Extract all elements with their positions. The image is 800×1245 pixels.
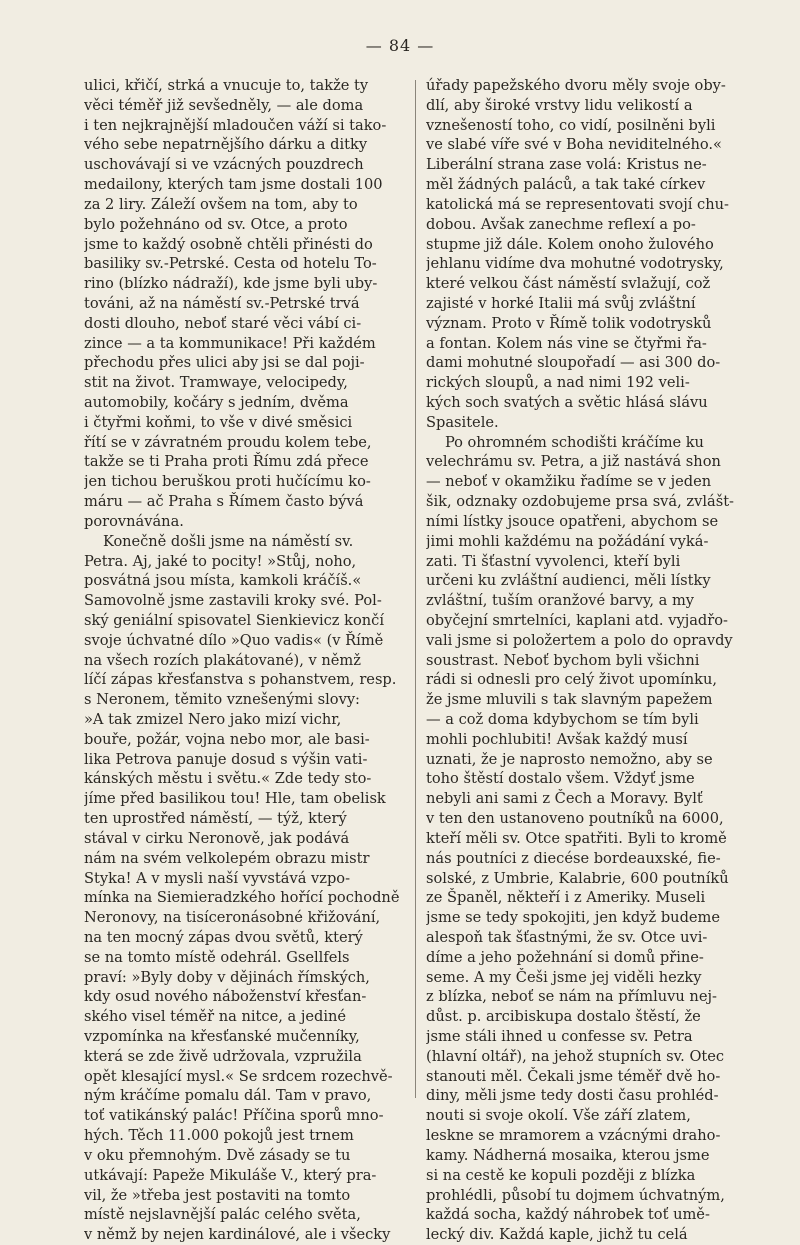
text-line: továni, až na náměstí sv.-Petrské trvá <box>84 294 360 312</box>
text-line: takže se ti Praha proti Římu zdá přece <box>84 453 369 471</box>
text-line: automobily, kočáry s jedním, dvěma <box>84 394 349 411</box>
text-line: i ten nejkrajnější mladoučen váží si tako- <box>84 116 387 134</box>
text-line: soustrast. Neboť bychom byli všichni <box>426 651 700 669</box>
text-line: rických sloupů, a nad nimi 192 veli- <box>426 374 690 392</box>
text-line: kteří měli sv. Otce spatřiti. Byli to kromě <box>426 829 727 847</box>
text-column-right <box>426 76 748 1245</box>
text-line: že jsme mluvili s tak slavným papežem <box>426 691 713 709</box>
text-line: praví: »Byly doby v dějinách římských, <box>84 968 370 986</box>
text-line: Po ohromném schodišti kráčíme ku <box>444 433 704 451</box>
text-line: »A tak zmizel Nero jako mizí vichr, <box>84 711 342 728</box>
column-divider <box>415 80 416 1098</box>
text-line: stával v cirku Neronově, jak podává <box>84 829 350 847</box>
text-line: zajisté v horké Italii má svůj zvláštní <box>426 294 696 312</box>
text-line: bylo požehnáno od sv. Otce, a proto <box>84 215 348 233</box>
text-line: Neronovy, na tisíceronásobné křižování, <box>84 909 381 927</box>
text-line: ze Španěl, někteří i z Ameriky. Museli <box>426 889 706 907</box>
text-line: líčí zápas křesťanstva s pohanstvem, resp. <box>84 671 397 689</box>
text-line: kých soch svatých a světic hlásá slávu <box>426 394 708 411</box>
text-line: leskne se mramorem a vzácnými draho- <box>426 1127 721 1145</box>
text-line: zince — a ta kommunikace! Při každém <box>84 334 376 352</box>
text-line: opět klesající mysl.« Se srdcem rozechvě- <box>84 1067 393 1085</box>
text-line: toť vatikánský palác! Příčina sporů mno- <box>84 1107 384 1125</box>
text-line: mohli pochlubiti! Avšak každý musí <box>426 730 688 748</box>
text-line: seme. A my Češi jsme jej viděli hezky <box>426 968 702 986</box>
text-line: i čtyřmi koňmi, to vše v divé směsici <box>84 413 353 431</box>
text-line: mínka na Siemieradzkého hořící pochodně <box>84 889 400 907</box>
text-line: — a což doma kdybychom se tím byli <box>426 711 699 728</box>
text-line: jimi mohli každému na požádání vyká- <box>426 532 709 550</box>
text-line: medailony, kterých tam jsme dostali 100 <box>84 176 383 194</box>
text-line: prohlédli, působí tu dojmem úchvatným, <box>426 1186 725 1204</box>
text-line: šik, odznaky ozdobujeme prsa svá, zvlášt- <box>426 493 734 511</box>
text-line: v oku přemnohým. Dvě zásady se tu <box>84 1146 351 1164</box>
text-line: se na tomto místě odehrál. Gsellfels <box>84 948 350 966</box>
text-line: a fontan. Kolem nás vine se čtyřmi řa- <box>426 334 707 352</box>
text-line: každá socha, každý náhrobek toť umě- <box>426 1206 710 1224</box>
text-line: význam. Proto v Římě tolik vodotrysků <box>426 314 712 332</box>
text-line: důst. p. arcibiskupa dostalo štěstí, že <box>426 1008 701 1026</box>
text-line: ský geniální spisovatel Sienkievicz končí <box>84 611 384 629</box>
text-line: jsme se tedy spokojiti, jen když budeme <box>426 909 721 927</box>
text-line: obyčejní smrtelníci, kaplani atd. vyjadřo- <box>426 611 728 629</box>
text-line: na všech rozích plakátované), v němž <box>84 651 361 669</box>
text-line: stit na život. Tramwaye, velocipedy, <box>84 374 348 392</box>
text-line: — neboť v okamžiku řadíme se v jeden <box>426 473 712 491</box>
text-line: utkávají: Papeže Mikuláše V., který pra- <box>84 1166 377 1184</box>
text-line: katolická má se representovati svojí chu- <box>426 195 729 213</box>
text-line: kamy. Nádherná mosaika, kterou jsme <box>426 1146 710 1164</box>
text-line: solské, z Umbrie, Kalabrie, 600 poutníků <box>426 869 729 887</box>
text-line: vali jsme si položertem a polo do opravdy <box>426 631 733 649</box>
text-line: stanouti měl. Čekali jsme téměř dvě ho- <box>426 1067 721 1085</box>
text-line: jíme před basilikou tou! Hle, tam obelisk <box>84 790 386 808</box>
text-line: za 2 liry. Záleží ovšem na tom, aby to <box>84 195 358 213</box>
text-line: dosti dlouho, neboť staré věci vábí ci- <box>84 314 362 332</box>
text-line: úřady papežského dvoru měly svoje oby- <box>426 77 726 94</box>
text-line: alespoň tak šťastnými, že sv. Otce uvi- <box>426 928 708 946</box>
text-line: kdy osud nového náboženství křesťan- <box>84 988 367 1006</box>
page-number: — 84 — <box>365 36 435 55</box>
text-line: na ten mocný zápas dvou světů, který <box>84 928 363 946</box>
text-line: která se zde živě udržovala, vzpružila <box>84 1047 362 1065</box>
text-line: Samovolně jsme zastavili kroky své. Pol- <box>84 592 382 610</box>
text-line: nebyli ani sami z Čech a Moravy. Bylť <box>426 790 703 808</box>
text-line: ními lístky jsouce opatřeni, abychom se <box>426 512 719 530</box>
text-line: vého sebe nepatrnějšího dárku a ditky <box>84 136 368 154</box>
text-line: řítí se v závratném proudu kolem tebe, <box>84 433 372 451</box>
text-line: ten uprostřed náměstí, — týž, který <box>84 810 347 828</box>
text-line: stupme již dále. Kolem onoho žulového <box>426 235 714 253</box>
text-line: ve slabé víře své v Boha neviditelného.« <box>426 136 722 154</box>
text-line: ulici, křičí, strká a vnucuje to, takže ty <box>84 77 369 94</box>
text-line: v němž by nejen kardinálové, ale i všecky <box>84 1226 391 1244</box>
text-line: (hlavní oltář), na jehož stupních sv. Otec <box>426 1047 725 1065</box>
text-line: ského visel téměř na nitce, a jediné <box>84 1008 347 1026</box>
text-line: určeni ku zvláštní audienci, měli lístky <box>426 572 711 590</box>
text-line: zvláštní, tuším oranžové barvy, a my <box>426 592 695 610</box>
text-line: lika Petrova panuje dosud s výšin vati- <box>84 750 368 768</box>
text-line: svoje úchvatné dílo »Quo vadis« (v Římě <box>84 631 384 649</box>
text-line: Spasitele. <box>426 413 499 431</box>
text-line: toho štěstí dostalo všem. Vždyť jsme <box>426 770 695 788</box>
text-line: z blízka, neboť se nám na přímluvu nej- <box>426 988 717 1006</box>
text-line: posvátná jsou místa, kamkoli kráčíš.« <box>84 572 362 590</box>
text-line: porovnávána. <box>84 512 184 530</box>
text-line: nám na svém velkolepém obrazu mistr <box>84 849 370 867</box>
text-line: velechrámu sv. Petra, a již nastává shon <box>426 453 721 471</box>
text-line: jsme to každý osobně chtěli přinésti do <box>84 235 373 253</box>
text-line: místě nejslavnější palác celého světa, <box>84 1206 361 1224</box>
text-line: bouře, požár, vojna nebo mor, ale basi- <box>84 730 370 748</box>
text-line: diny, měli jsme tedy dosti času prohléd- <box>426 1087 719 1105</box>
text-line: v ten den ustanoveno poutníků na 6000, <box>426 810 724 828</box>
text-line: jen tichou beruškou proti hučícímu ko- <box>84 473 371 491</box>
text-line: vzpomínka na křesťanské mučenníky, <box>84 1028 360 1045</box>
text-line: které velkou část náměstí svlažují, což <box>426 275 711 293</box>
text-line: dlí, aby široké vrstvy lidu velikostí a <box>426 96 693 114</box>
text-line: si na cestě ke kopuli později z blízka <box>426 1166 696 1184</box>
text-line: díme a jeho požehnání si domů přine- <box>426 948 704 966</box>
text-line: jehlanu vidíme dva mohutné vodotrysky, <box>426 255 724 273</box>
text-line: ným kráčíme pomalu dál. Tam v pravo, <box>84 1087 372 1105</box>
text-line: uznati, že je naprosto nemožno, aby se <box>426 750 713 768</box>
text-line: nás poutníci z diecése bordeauxské, fie- <box>426 849 721 867</box>
text-line: vil, že »třeba jest postaviti na tomto <box>84 1186 351 1204</box>
text-line: hých. Těch 11.000 pokojů jest trnem <box>84 1127 354 1145</box>
text-line: basiliky sv.-Petrské. Cesta od hotelu To- <box>84 255 377 273</box>
text-line: lecký div. Každá kaple, jichž tu celá <box>426 1226 688 1244</box>
text-line: jsme stáli ihned u confesse sv. Petra <box>426 1028 693 1045</box>
text-line: dami mohutné sloupořadí — asi 300 do- <box>426 354 721 372</box>
text-line: s Neronem, těmito vznešenými slovy: <box>84 691 360 709</box>
text-line: rádi si odnesli pro celý život upomínku, <box>426 671 718 689</box>
text-line: uschovávají si ve vzácných pouzdrech <box>84 156 364 174</box>
text-line: Konečně došli jsme na náměstí sv. <box>102 532 354 550</box>
text-line: věci téměř již sevšedněly, — ale doma <box>84 96 364 114</box>
text-line: nouti si svoje okolí. Vše září zlatem, <box>426 1107 691 1125</box>
text-line: rino (blízko nádraží), kde jsme byli uby- <box>84 275 378 293</box>
text-line: zati. Ti šťastní vyvolenci, kteří byli <box>426 552 681 570</box>
text-line: máru — ač Praha s Římem často bývá <box>84 493 364 511</box>
text-line: Petra. Aj, jaké to pocity! »Stůj, noho, <box>84 552 357 570</box>
text-line: kánských městu i světu.« Zde tedy sto- <box>84 770 372 788</box>
text-line: měl žádných paláců, a tak také církev <box>426 176 706 194</box>
text-line: přechodu přes ulici aby jsi se dal poji- <box>84 354 365 372</box>
text-column-left <box>84 76 404 1245</box>
text-line: dobou. Avšak zanechme reflexí a po- <box>426 215 696 233</box>
text-line: Styka! A v mysli naší vyvstává vzpo- <box>84 869 351 887</box>
text-line: vznešeností toho, co vidí, posilněni byli <box>426 116 716 134</box>
text-line: Liberální strana zase volá: Kristus ne- <box>426 156 707 174</box>
